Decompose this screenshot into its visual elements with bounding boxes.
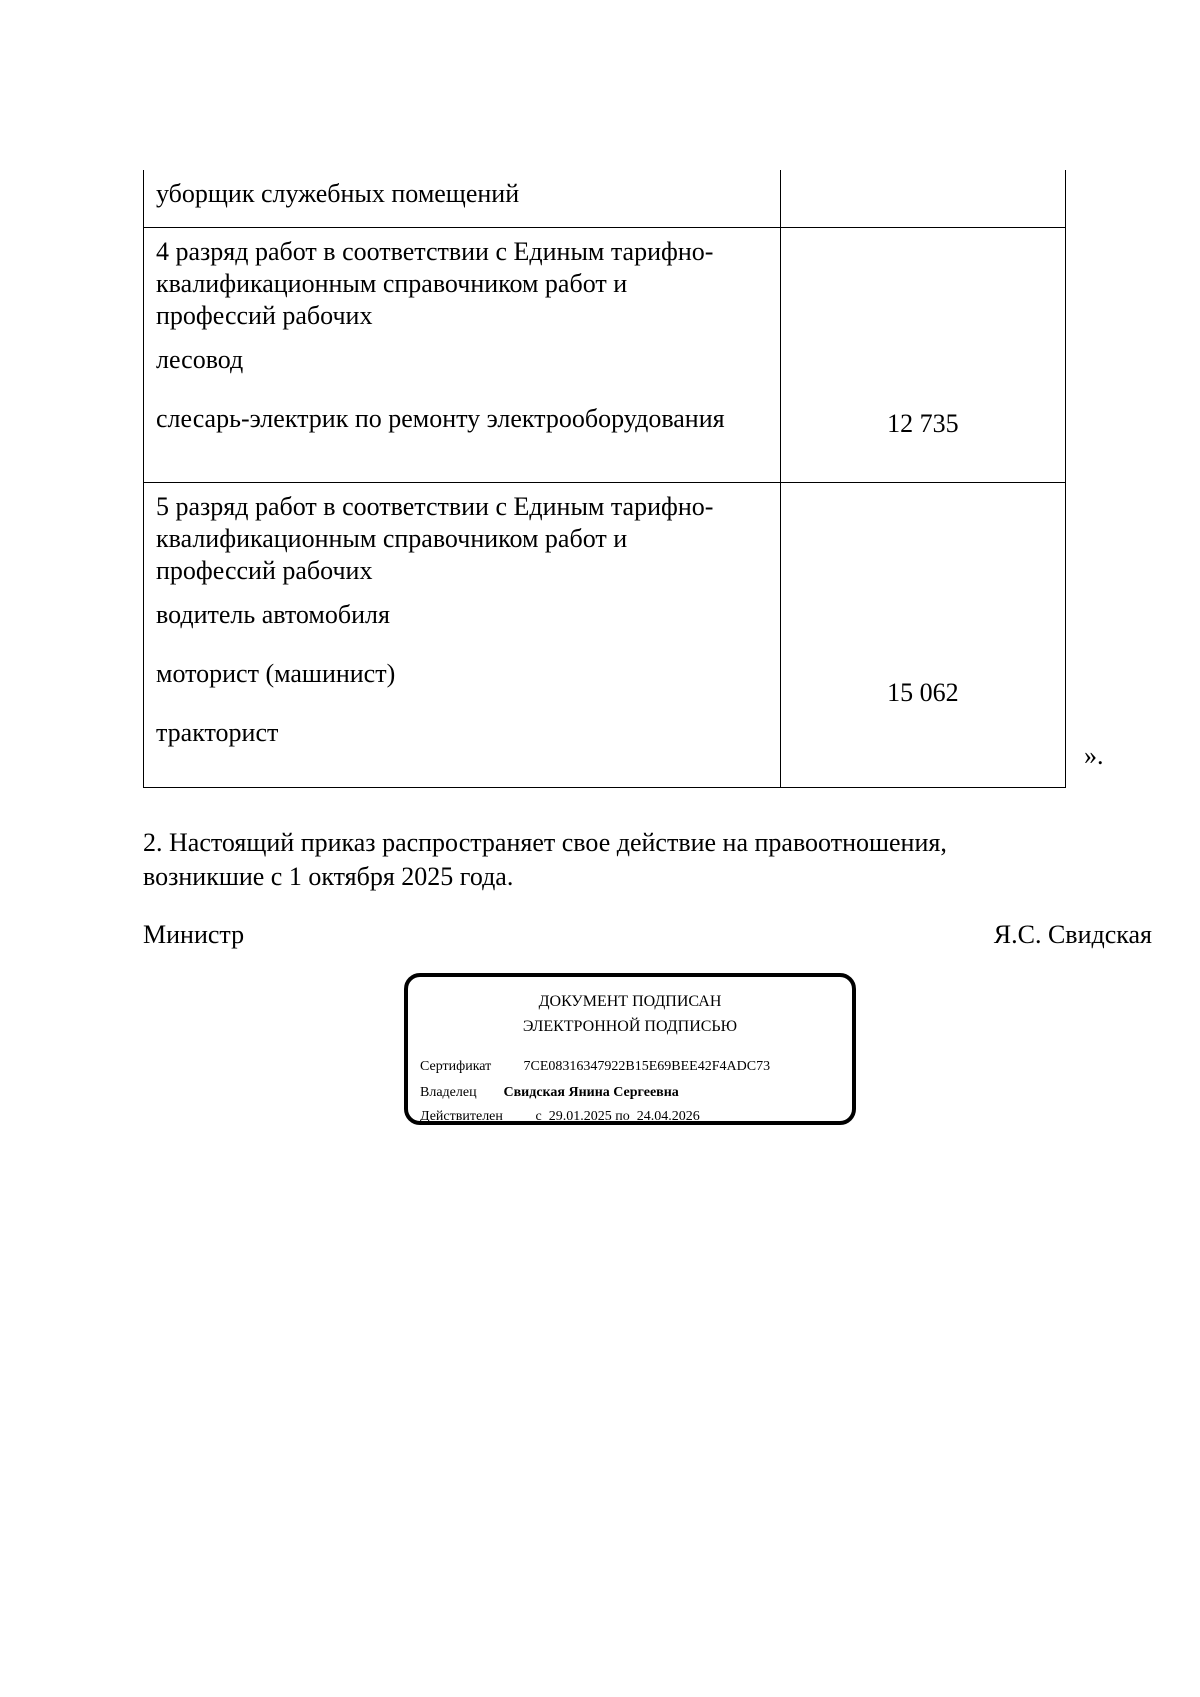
wage-table <box>143 170 1066 788</box>
paragraph-line: возникшие с 1 октября 2025 года. <box>143 862 514 891</box>
stamp-validity-row <box>420 1107 700 1127</box>
profession-name: водитель автомобиля <box>156 599 390 629</box>
paragraph-line: 2. Настоящий приказ распространяет свое действие на правоотношения, <box>143 828 947 857</box>
grade-heading-line: квалификационным справочником работ и <box>156 268 628 298</box>
certificate-label: Сертификат <box>420 1059 492 1074</box>
validity-value: с 29.01.2025 по 24.04.2026 <box>535 1109 700 1124</box>
grade-heading-line: профессий рабочих <box>156 555 373 585</box>
profession-name: лесовод <box>156 344 244 374</box>
owner-label: Владелец <box>420 1085 477 1100</box>
stamp-heading-line: ЭЛЕКТРОННОЙ ПОДПИСЬЮ <box>522 1018 738 1035</box>
grade-heading-line: профессий рабочих <box>156 300 373 330</box>
validity-label: Действителен <box>420 1109 503 1124</box>
table-cell-salary <box>780 170 1065 227</box>
grade-heading-line: квалификационным справочником работ и <box>156 523 628 553</box>
profession-name: тракторист <box>156 717 279 747</box>
grade-heading-line: 4 разряд работ в соответствии с Единым тарифно- <box>156 236 714 266</box>
stamp-owner-row <box>420 1083 679 1103</box>
profession-name: моторист (машинист) <box>156 658 396 688</box>
table-cell-salary <box>780 482 1065 787</box>
table-row <box>144 170 1066 227</box>
electronic-signature-stamp <box>404 973 856 1125</box>
profession-name: уборщик служебных помещений <box>156 179 520 208</box>
signatory-name: Я.С. Свидская <box>993 920 1152 949</box>
grade-heading-line: 5 разряд работ в соответствии с Единым тарифно- <box>156 491 714 521</box>
signatory-title: Министр <box>143 920 245 949</box>
profession-name: слесарь-электрик по ремонту электрооборудования <box>156 403 725 433</box>
closing-quote: ». <box>1084 741 1104 770</box>
certificate-value: 7CE08316347922B15E69BEE42F4ADC73 <box>523 1059 771 1074</box>
table-cell-profession <box>144 482 781 787</box>
salary-value: 12 735 <box>887 408 959 438</box>
table-cell-profession <box>144 170 781 227</box>
salary-value: 15 062 <box>887 677 959 707</box>
owner-value: Свидская Янина Сергеевна <box>503 1085 679 1100</box>
table-cell-salary <box>780 227 1065 482</box>
effective-date-paragraph <box>143 826 1103 894</box>
stamp-heading <box>408 989 852 1039</box>
table-row <box>144 482 1066 787</box>
stamp-heading-line: ДОКУМЕНТ ПОДПИСАН <box>538 993 722 1010</box>
table-row <box>144 227 1066 482</box>
stamp-certificate-row <box>420 1057 770 1077</box>
table-cell-profession <box>144 227 781 482</box>
